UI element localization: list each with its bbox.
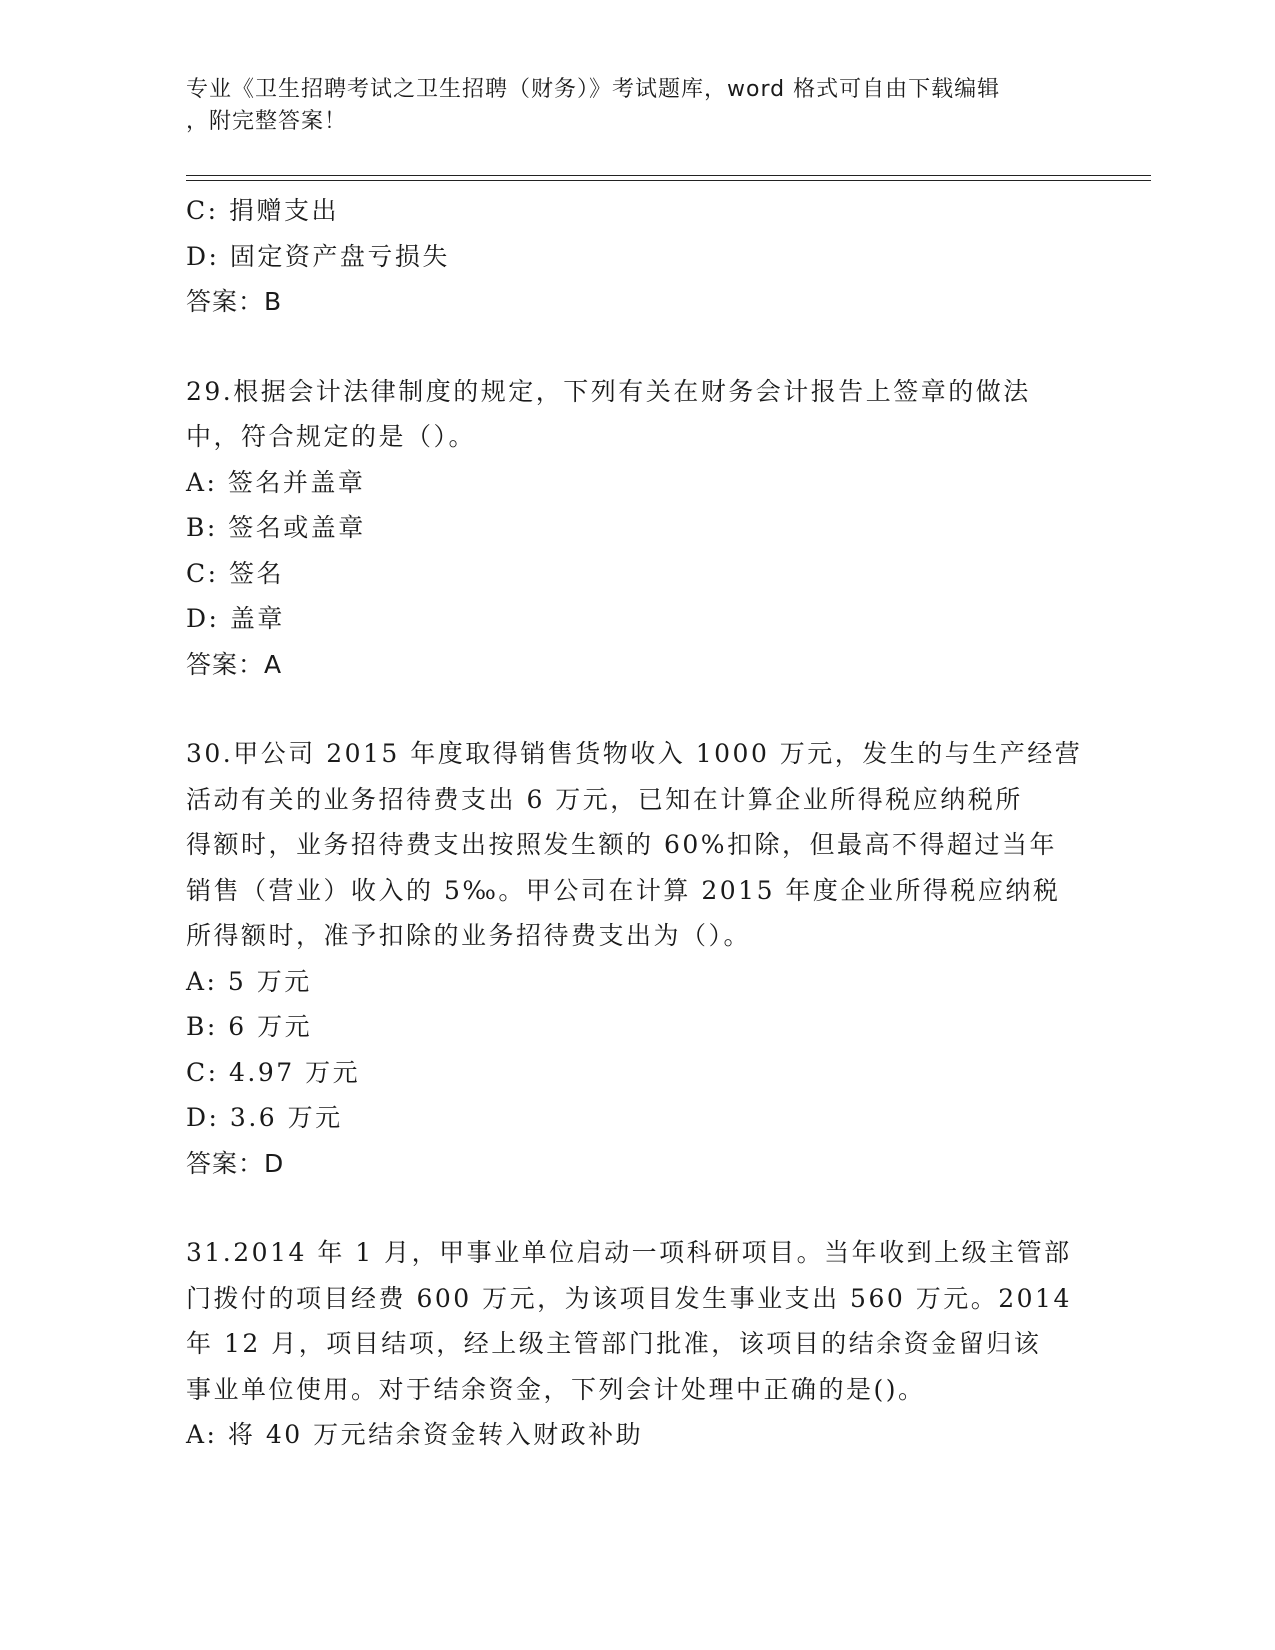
question-text-line: 销售（营业）收入的 5‰。甲公司在计算 2015 年度企业所得税应纳税 <box>186 875 1061 905</box>
option-c: C: 签名 <box>186 558 284 588</box>
header-rule-top <box>186 175 1151 176</box>
header-rule-bottom <box>186 180 1151 181</box>
option-b: B: 签名或盖章 <box>186 513 366 542</box>
question-text-line: 31.2014 年 1 月，甲事业单位启动一项科研项目。当年收到上级主管部 <box>186 1238 1072 1267</box>
question-text-line: 所得额时，准予扣除的业务招待费支出为（）。 <box>186 921 752 950</box>
question-31 <box>186 1230 1086 1458</box>
option-a: A: 5 万元 <box>186 966 312 996</box>
answer-line: 答案：A <box>186 649 283 679</box>
question-text-line: 30.甲公司 2015 年度取得销售货物收入 1000 万元，发生的与生产经营 <box>186 739 1083 768</box>
header-line-1: 专业《卫生招聘考试之卫生招聘（财务）》考试题库，word 格式可自由下载编辑 <box>186 77 1001 102</box>
document-header <box>186 74 1066 138</box>
answer-line: 答案：D <box>186 1148 285 1178</box>
option-c: C: 捐赠支出 <box>186 196 339 225</box>
document-body <box>186 188 1086 1458</box>
option-d: D: 固定资产盘亏损失 <box>186 241 450 271</box>
option-c: C: 4.97 万元 <box>186 1057 361 1087</box>
option-d: D: 盖章 <box>186 604 285 633</box>
question-text-line: 活动有关的业务招待费支出 6 万元，已知在计算企业所得税应纳税所 <box>186 784 1023 814</box>
option-a: A: 将 40 万元结余资金转入财政补助 <box>186 1420 644 1449</box>
question-text-line: 中，符合规定的是（）。 <box>186 422 477 451</box>
question-text-line: 29.根据会计法律制度的规定，下列有关在财务会计报告上签章的做法 <box>186 376 1031 406</box>
question-text-line: 门拨付的项目经费 600 万元，为该项目发生事业支出 560 万元。2014 <box>186 1283 1072 1313</box>
option-a: A: 签名并盖章 <box>186 467 366 497</box>
question-29 <box>186 369 1086 688</box>
previous-question-tail <box>186 188 1086 325</box>
question-text-line: 得额时，业务招待费支出按照发生额的 60%扣除，但最高不得超过当年 <box>186 830 1058 859</box>
option-d: D: 3.6 万元 <box>186 1103 343 1132</box>
header-line-2: ，附完整答案！ <box>186 109 348 134</box>
option-b: B: 6 万元 <box>186 1012 313 1041</box>
question-text-line: 事业单位使用。对于结余资金，下列会计处理中正确的是()。 <box>186 1374 926 1404</box>
question-text-line: 年 12 月，项目结项，经上级主管部门批准，该项目的结余资金留归该 <box>186 1329 1042 1358</box>
answer-line: 答案：B <box>186 287 283 316</box>
question-30 <box>186 731 1086 1186</box>
